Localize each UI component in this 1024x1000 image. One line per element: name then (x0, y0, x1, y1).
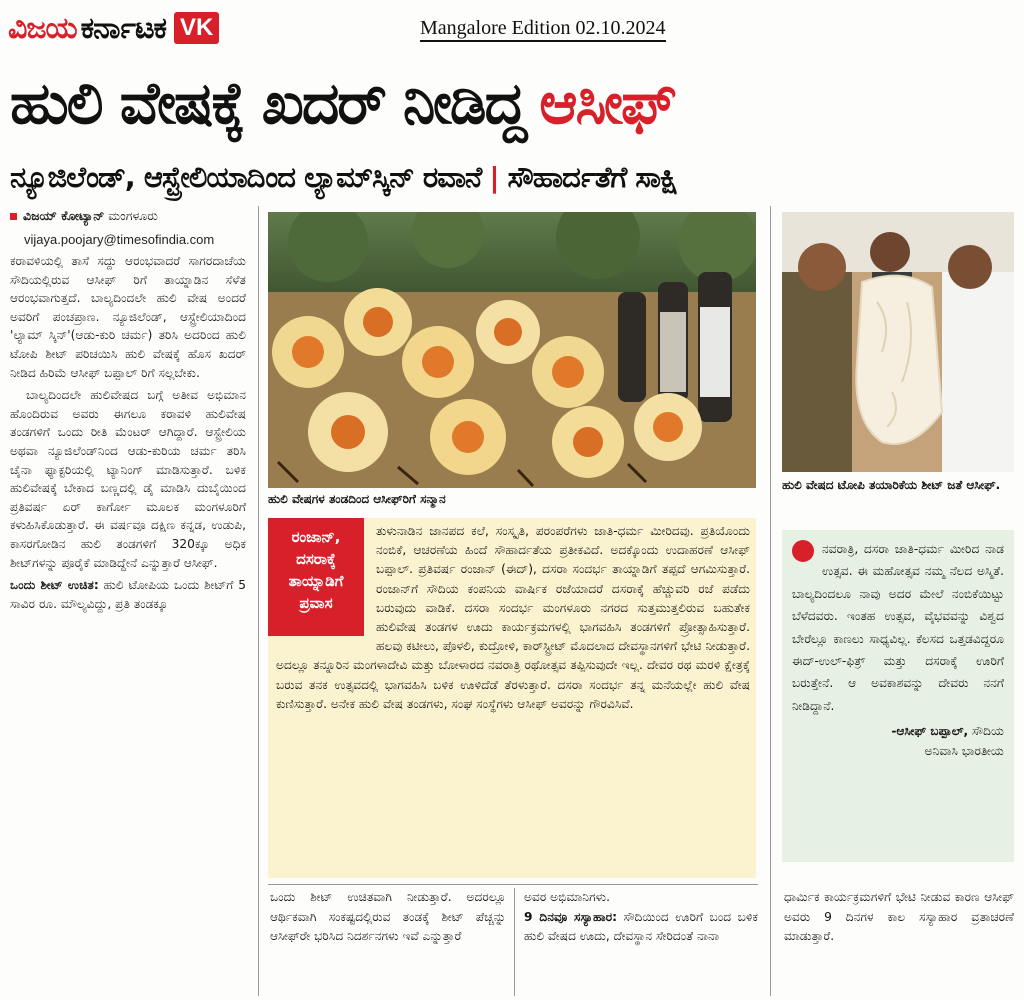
subheadline-left: ನ್ಯೂಜಿಲೆಂಡ್, ಆಸ್ಟ್ರೇಲಿಯಾದಿಂದ ಲ್ಯಾಮ್‌ಸ್ಕಿನ್ ರವಾನೆ (10, 159, 482, 194)
quote-author: -ಆಸೀಫ್ ಬಪ್ಪಾಲ್, (891, 724, 969, 739)
column-divider (514, 888, 515, 996)
headline-name: ಆಸೀಫ್ (539, 68, 675, 137)
quote-text: ನವರಾತ್ರಿ, ದಸರಾ ಜಾತಿ-ಧರ್ಮ ಮೀರಿದ ನಾಡ ಉತ್ಸವ. ಈ ಮಹೋತ್ಸವ ನಮ್ಮ ನೆಲದ ಅಸ್ಮಿತೆ. ಬಾಲ್ಯದಿಂದಲೂ ನಾವು ಅದರ ಮೇಲೆ ನಂಬಿಕೆಯಿಟ್ಟು ಬೆಳೆದವರು. ಇಂತಹ ಉತ್ಸವ, ವೈಭವವನ್ನು ವಿಶ್ವದ ಬೇರೆಲ್ಲೂ ಕಾಣಲು ಸಾಧ್ಯವಿಲ್ಲ. ಕೆಲಸದ ಒತ್ತಡವಿದ್ದರೂ ಈದ್-ಉಲ್-ಫಿತ್ರ್ ಮತ್ತು ದಸರಾಕ್ಕೆ ಊರಿಗೆ ಬರುತ್ತೇನೆ. ಆ ಅವಕಾಶವನ್ನು ದೇವರು ನನಗೆ ನೀಡಿದ್ದಾನೆ. (792, 542, 1004, 713)
byline (10, 206, 246, 226)
article-column-4 (784, 888, 1014, 996)
quote-author-place: ಸೌದಿಯ (968, 724, 1004, 739)
sidebar-box-label-line: ದಸರಾಕ್ಕೆ (296, 550, 336, 568)
headline-main: ಹುಲಿ ವೇಷಕ್ಕೆ ಖದರ್ ನೀಡಿದ್ದ (10, 68, 526, 137)
masthead (0, 0, 1024, 56)
sidebar-box-label-line: ಪ್ರವಾಸ (299, 594, 333, 612)
sidebar-box-label-line: ತಾಯ್ನಾಡಿಗೆ (288, 572, 344, 590)
quote-signature (792, 721, 1004, 741)
author-email: vijaya.poojary@timesofindia.com (24, 232, 215, 247)
article-paragraph: ಬಾಲ್ಯದಿಂದಲೇ ಹುಲಿವೇಷದ ಬಗ್ಗೆ ಅತೀವ ಅಭಿಮಾನ ಹೊಂದಿರುವ ಅವರು ಈಗಲೂ ಕರಾವಳಿ ಹುಲಿವೇಷ ತಂಡಗಳಿಗೆ ಒಂದು ರೀತಿ ಮೆಂಟರ್ ಆಗಿದ್ದಾರೆ. ಆಸ್ಟ್ರೇಲಿಯ ಅಥವಾ ನ್ಯೂಜಿಲೆಂಡ್‌ನಿಂದ ಆಡು-ಕುರಿಯ ಚರ್ಮ ತರಿಸಿ ಚೈನಾ ಫ್ಯಾಕ್ಟರಿಯಲ್ಲಿ ಟ್ಯಾನಿಂಗ್ ಮಾಡಿಸುತ್ತಾರೆ. ಬಳಿಕ ಹುಲಿವೇಷಕ್ಕೆ ಬೇಕಾದ ಬಣ್ಣದಲ್ಲಿ ಡೈ ಮಾಡಿಸಿ ದುಬೈಯಿಂದ ಪ್ರತಿವರ್ಷ ಏರ್ ಕಾರ್ಗೋ ಮೂಲಕ ಮಂಗಳೂರಿಗೆ ಕಳುಹಿಸಿಕೊಡುತ್ತಾರೆ. ಈ ವರ್ಷವೂ ದಕ್ಷಿಣ ಕನ್ನಡ, ಉಡುಪಿ, ಕಾಸರಗೋಡಿನ ಹುಲಿ ತಂಡಗಳಿಗೆ 320ಕ್ಕೂ ಅಧಿಕ ಶೀಟ್‌ಗಳನ್ನು ಪೂರೈಕೆ ಮಾಡಿದ್ದೇನೆ ಎನ್ನುತ್ತಾರೆ ಆಸೀಫ್. (10, 388, 246, 570)
byline-author: ವಿಜಯ್ ಕೋಟ್ಯಾನ್ (23, 208, 105, 223)
photo-illustration (268, 212, 756, 488)
quote-bullet-icon (792, 540, 814, 562)
sidebar-box-label (268, 518, 364, 636)
logo-badge: VK (174, 12, 219, 44)
article-column-3 (524, 888, 758, 996)
subheadline (10, 152, 1020, 202)
quote-box (782, 530, 1014, 862)
sidebar-box-label-line: ರಂಜಾನ್, (291, 528, 341, 546)
byline-marker-icon (10, 213, 17, 220)
article-column-1 (10, 206, 246, 996)
photo-illustration (782, 212, 1014, 472)
article-text: ಅವರ ಅಭಿಮಾನಿಗಳು. (524, 890, 611, 904)
column-divider (258, 206, 259, 996)
headline (10, 58, 1020, 148)
subheadline-right: ಸೌಹಾರ್ದತೆಗೆ ಸಾಕ್ಷಿ (507, 159, 678, 194)
main-photo-caption: ಹುಲಿ ವೇಷಗಳ ತಂಡದಿಂದ ಆಸೀಫ್‌ರಿಗೆ ಸನ್ಮಾನ (268, 492, 446, 506)
section-subhead: ಒಂದು ಶೀಟ್ ಉಚಿತ: (10, 578, 99, 593)
article-paragraph (10, 576, 246, 613)
column-divider (770, 206, 771, 996)
article-text: ಹುಲಿ ಟೋಪಿಯ ಒಂದು ಶೀಟ್‌ಗೆ 5 ಸಾವಿರ ರೂ. ಮೌಲ್ಯವಿದ್ದು, ಪ್ರತಿ ತಂಡಕ್ಕೂ (10, 578, 246, 611)
side-photo-asif-with-sheet (782, 212, 1014, 472)
side-photo-caption: ಹುಲಿ ವೇಷದ ಟೋಪಿ ತಯಾರಿಕೆಯ ಶೀಟ್ ಜತೆ ಆಸೀಫ್. (782, 478, 1001, 492)
section-subhead: 9 ದಿನವೂ ಸಸ್ಯಾಹಾರ: (524, 909, 618, 924)
article-column-2 (270, 888, 506, 996)
sidebar-box-ramzan-dasara (268, 518, 756, 878)
subheadline-separator: | (489, 160, 500, 194)
edition-date: Mangalore Edition 02.10.2024 (420, 16, 666, 42)
byline-city: ಮಂಗಳೂರು (108, 208, 158, 223)
logo-text-vijaya: ವಿಜಯ (8, 10, 77, 46)
newspaper-logo (8, 6, 219, 50)
article-text: ಒಂದು ಶೀಟ್ ಉಚಿತವಾಗಿ ನೀಡುತ್ತಾರೆ. ಅದರಲ್ಲೂ ಆರ್ಥಿಕವಾಗಿ ಸಂಕಷ್ಟದಲ್ಲಿರುವ ತಂಡಕ್ಕೆ ಶೀಟ್ ಪೆಚ್ಚನ್ನು ಆಸೀಫ್‌ರೇ ಭರಿಸಿದ ನಿದರ್ಶನಗಳು ಇವೆ ಎನ್ನುತ್ತಾರೆ (270, 890, 506, 944)
main-photo-tiger-dancers (268, 212, 756, 488)
article-paragraph: ಕರಾವಳಿಯಲ್ಲಿ ತಾಸೆ ಸದ್ದು ಆರಂಭವಾದರೆ ಸಾಗರದಾಚೆಯ ಸೌದಿಯಲ್ಲಿರುವ ಆಸೀಫ್ ರಿಗೆ ತಾಯ್ನಾಡಿನ ಸೆಳೆತ ಆರಂಭವಾಗುತ್ತದೆ. ಬಾಲ್ಯದಿಂದಲೇ ಹುಲಿ ವೇಷ ಅಂದರೆ ಅವರಿಗೆ ಪಂಚಪ್ರಾಣ. ನ್ಯೂಜಿಲೆಂಡ್, ಆಸ್ಟ್ರೇಲಿಯಾದಿಂದ 'ಲ್ಯಾಮ್ ಸ್ಕಿನ್'(ಆಡು-ಕುರಿ ಚರ್ಮ) ತರಿಸಿ ಅದರಿಂದ ಹುಲಿ ಟೋಪಿ ಶೀಟ್ ಪರಿಚಯಿಸಿ ಹುಲಿ ವೇಷಕ್ಕೆ ಹೊಸ ಖದರ್ ನೀಡಿದ ಹಿರಿಮೆ ಆಸೀಫ್ ಬಪ್ಪಾಲ್ ರಿಗೆ ಸಲ್ಲಬೇಕು. (10, 254, 246, 380)
logo-text-karnataka: ಕರ್ನಾಟಕ (80, 10, 167, 46)
section-divider (268, 884, 758, 885)
sidebar-box-text: ತುಳುನಾಡಿನ ಜಾನಪದ ಕಲೆ, ಸಂಸ್ಕೃತಿ, ಪರಂಪರೆಗಳು ಜಾತಿ-ಧರ್ಮ ಮೀರಿದವು. ಪ್ರತಿಯೊಂದು ನಂಬಿಕೆ, ಆಚರಣೆಯ ಹಿಂದೆ ಸೌಹಾರ್ದತೆಯ ಪ್ರತೀಕವಿದೆ. ಅದಕ್ಕೊಂದು ಉದಾಹರಣೆ ಆಸೀಫ್ ಬಪ್ಪಾಲ್. ಪ್ರತಿವರ್ಷ ರಂಜಾನ್ (ಈದ್), ದಸರಾ ಸಂದರ್ಭ ತಾಯ್ನಾಡಿಗೆ ತಪ್ಪದೆ ಆಗಮಿಸುತ್ತಾರೆ. ರಂಜಾನ್‌ಗೆ ಸೌದಿಯ ಕಂಪನಿಯ ವಾರ್ಷಿಕ ರಜೆಯಾದರೆ ದಸರಾಕ್ಕೆ ಹೆಚ್ಚುವರಿ ರಜೆ ಪಡೆದು ಬರುವುದು ವಾಡಿಕೆ. ದಸರಾ ಸಂದರ್ಭ ಮಂಗಳೂರು ನಗರದ ಸುತ್ತಮುತ್ತಲಿರುವ ಬಹುತೇಕ ಹುಲಿವೇಷ ತಂಡಗಳ ಊದು ಕಾರ್ಯಕ್ರಮಗಳಲ್ಲಿ ಭಾಗವಹಿಸಿ ತಂಡಗಳಿಗೆ ಪ್ರೋತ್ಸಾಹಿಸುತ್ತಾರೆ. ಹಲವು ಕಟೀಲು, ಪೊಳಲಿ, ಕುದ್ರೋಳಿ, ಕಾರ್‌ಸ್ಟ್ರೀಟ್ ಮೊದಲಾದ ದೇವಸ್ಥಾನಗಳಿಗೆ ಭೇಟಿ ನೀಡುತ್ತಾರೆ. ಅದಲ್ಲೂ ತನ್ನೂರಿನ ಮಂಗಳಾದೇವಿ ಮತ್ತು ಬೋಳಾರದ ನವರಾತ್ರಿ ರಥೋತ್ಸವ ತಪ್ಪಿಸುವುದೇ ಇಲ್ಲ. ದೇವರ ರಥ ಮರಳಿ ಕ್ಷೇತ್ರಕ್ಕೆ ಬರುವ ತನಕ ಉತ್ಸವದಲ್ಲಿ ಭಾಗವಹಿಸಿ ಬಳಿಕ ಊಳಿದೆಡೆ ತೆರಳುತ್ತಾರೆ. ದಸರಾ ಸಂದರ್ಭ ತನ್ನ ಮನೆಯಲ್ಲೇ ಹುಲಿ ವೇಷ ಕುಣಿಸುತ್ತಾರೆ. ಅನೇಕ ಹುಲಿ ವೇಷ ತಂಡಗಳು, ಸಂಘ ಸಂಸ್ಥೆಗಳು ಆಸೀಫ್ ಅವರನ್ನು ಗೌರವಿಸಿವೆ. (276, 524, 750, 711)
article-text: ಸೌದಿಯಿಂದ ಊರಿಗೆ ಬಂದ ಬಳಿಕ ಹುಲಿ ವೇಷದ ಊದು, ದೇವಸ್ಥಾನ ಸೇರಿದಂತೆ ನಾನಾ (524, 909, 758, 944)
quote-author-role: ಅನಿವಾಸಿ ಭಾರತೀಯ (924, 744, 1004, 759)
article-text: ಧಾರ್ಮಿಕ ಕಾರ್ಯಕ್ರಮಗಳಿಗೆ ಭೇಟಿ ನೀಡುವ ಕಾರಣ ಆಸೀಫ್ ಅವರು 9 ದಿನಗಳ ಕಾಲ ಸಸ್ಯಾಹಾರ ವ್ರತಾಚರಣೆ ಮಾಡುತ್ತಾರೆ. (784, 890, 1014, 944)
